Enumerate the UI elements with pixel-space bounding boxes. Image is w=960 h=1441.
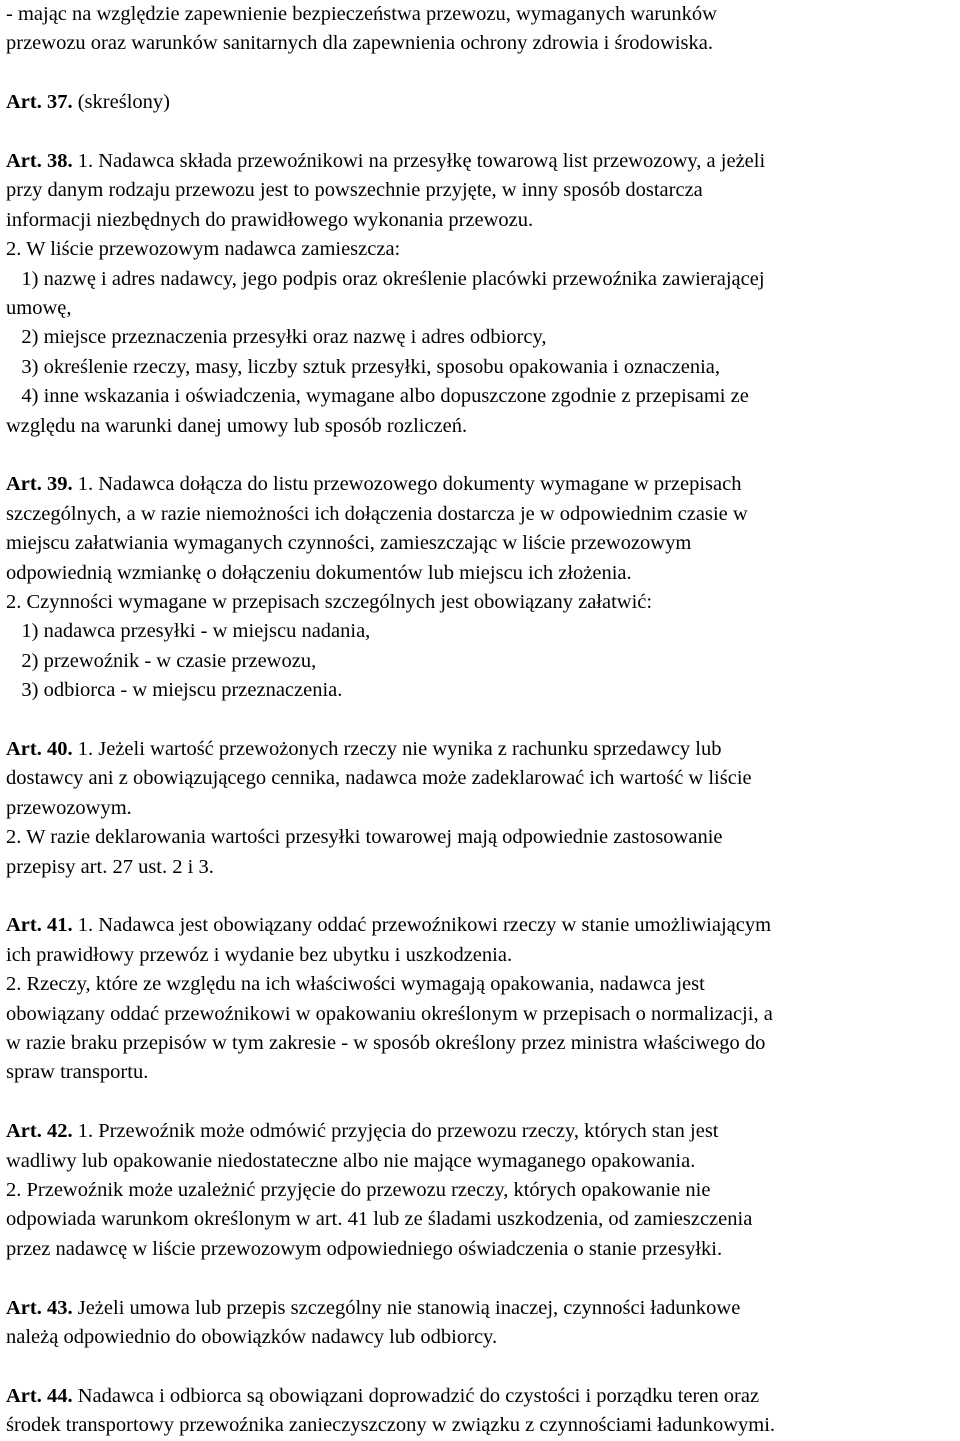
text-line: 2) przewoźnik - w czasie przewozu, <box>6 649 317 672</box>
text-line: przepisy art. 27 ust. 2 i 3. <box>6 855 214 878</box>
article-number: Art. 44. <box>6 1384 73 1407</box>
text-line: 2. Rzeczy, które ze względu na ich właściwości wymagają opakowania, nadawca jest <box>6 973 705 996</box>
text-line: umowę, <box>6 297 72 319</box>
text-line: miejscu załatwiania wymaganych czynności, zamieszczając w liście przewozowym <box>6 532 692 555</box>
text-line: środek transportowy przewoźnika zanieczyszczony w związku z czynnościami ładunkowymi. <box>6 1414 776 1437</box>
text-line: spraw transportu. <box>6 1061 149 1084</box>
text-line: dostawcy ani z obowiązującego cennika, nadawca może zadeklarować ich wartość w liście <box>6 767 752 790</box>
text-line: Art. 44. Nadawca i odbiorca są obowiązani doprowadzić do czystości i porządku teren oraz <box>6 1384 760 1407</box>
text-line: w razie braku przepisów w tym zakresie - w sposób określony przez ministra właściwego do <box>6 1032 766 1054</box>
article-number: Art. 40. <box>6 738 73 760</box>
text-line: 1) nazwę i adres nadawcy, jego podpis oraz określenie placówki przewoźnika zawierającej <box>6 267 765 290</box>
text-line: Art. 39. 1. Nadawca dołącza do listu przewozowego dokumenty wymagane w przepisach <box>6 473 742 496</box>
text-line: 2. W razie deklarowania wartości przesyłki towarowej mają odpowiednie zastosowanie <box>6 826 723 849</box>
text-line: Art. 43. Jeżeli umowa lub przepis szczególny nie stanowią inaczej, czynności ładunkowe <box>6 1296 741 1319</box>
text-line: 2. Czynności wymagane w przepisach szczególnych jest obowiązany załatwić: <box>6 591 653 613</box>
text-line: należą odpowiednio do obowiązków nadawcy lub odbiorcy. <box>6 1326 498 1348</box>
text-line: odpowiednią wzmiankę o dołączeniu dokumentów lub miejscu ich złożenia. <box>6 561 632 584</box>
text-line: Art. 40. 1. Jeżeli wartość przewożonych rzeczy nie wynika z rachunku sprzedawcy lub <box>6 738 722 760</box>
article-number: Art. 42. <box>6 1120 73 1143</box>
text-line: względu na warunki danej umowy lub sposób rozliczeń. <box>6 414 468 437</box>
text-line: wadliwy lub opakowanie niedostateczne albo nie mające wymaganego opakowania. <box>6 1149 696 1172</box>
text-line: - mając na względzie zapewnienie bezpieczeństwa przewozu, wymaganych warunków <box>6 3 717 25</box>
text-line: przez nadawcę w liście przewozowym odpowiedniego oświadczenia o stanie przesyłki. <box>6 1237 723 1260</box>
article-number: Art. 43. <box>6 1296 73 1319</box>
text-line: szczególnych, a w razie niemożności ich dołączenia dostarcza je w odpowiednim czasie w <box>6 502 748 525</box>
text-line: ich prawidłowy przewóz i wydanie bez ubytku i uszkodzenia. <box>6 943 513 966</box>
article-number: Art. 38. <box>6 150 73 172</box>
text-line: 2. W liście przewozowym nadawca zamieszcza: <box>6 238 401 261</box>
text-line: obowiązany oddać przewoźnikowi w opakowaniu określonym w przepisach o normalizacji, a <box>6 1002 773 1025</box>
text-line: 3) odbiorca - w miejscu przeznaczenia. <box>6 679 343 702</box>
text-line: Art. 41. 1. Nadawca jest obowiązany oddać przewoźnikowi rzeczy w stanie umożliwiającym <box>6 914 772 937</box>
text-line: Art. 37. (skreślony) <box>6 91 170 114</box>
text-line: Art. 38. 1. Nadawca składa przewoźnikowi na przesyłkę towarową list przewozowy, a jeżeli <box>6 150 766 172</box>
text-line: 1) nadawca przesyłki - w miejscu nadania, <box>6 620 371 643</box>
text-line: 2) miejsce przeznaczenia przesyłki oraz nazwę i adres odbiorcy, <box>6 326 547 349</box>
text-line: przy danym rodzaju przewozu jest to powszechnie przyjęte, w inny sposób dostarcza <box>6 179 703 202</box>
text-line: przewozu oraz warunków sanitarnych dla zapewnienia ochrony zdrowia i środowiska. <box>6 32 713 55</box>
text-line: 3) określenie rzeczy, masy, liczby sztuk przesyłki, sposobu opakowania i oznaczenia, <box>6 355 721 378</box>
text-line: informacji niezbędnych do prawidłowego wykonania przewozu. <box>6 208 534 231</box>
article-number: Art. 39. <box>6 473 73 496</box>
text-line: Art. 42. 1. Przewoźnik może odmówić przyjęcia do przewozu rzeczy, których stan jest <box>6 1120 719 1143</box>
text-line: odpowiada warunkom określonym w art. 41 lub ze śladami uszkodzenia, od zamieszczenia <box>6 1208 753 1231</box>
text-line: przewozowym. <box>6 796 132 819</box>
article-number: Art. 37. <box>6 91 73 114</box>
text-line: 4) inne wskazania i oświadczenia, wymagane albo dopuszczone zgodnie z przepisami ze <box>6 385 749 408</box>
text-line: 2. Przewoźnik może uzależnić przyjęcie do przewozu rzeczy, których opakowanie nie <box>6 1179 711 1201</box>
article-number: Art. 41. <box>6 914 73 937</box>
